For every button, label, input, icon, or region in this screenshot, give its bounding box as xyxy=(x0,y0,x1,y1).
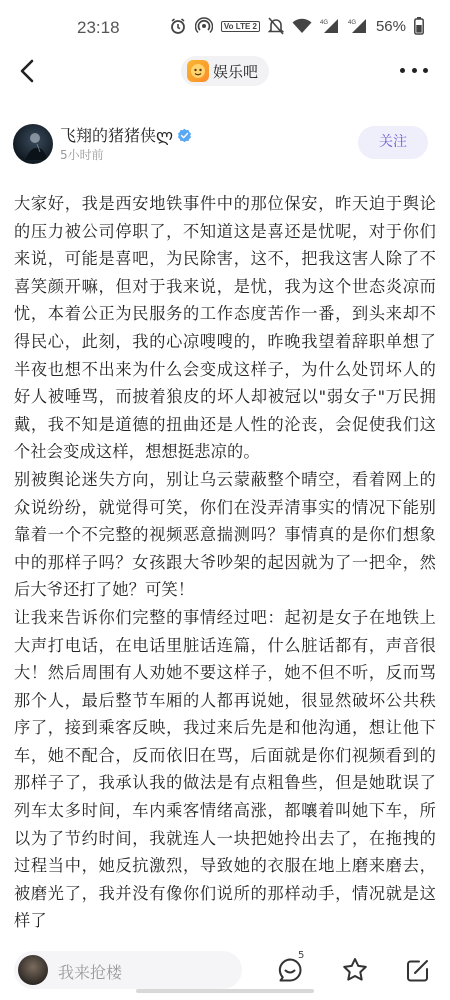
status-bar xyxy=(0,0,450,56)
my-avatar xyxy=(18,955,48,985)
forum-chip[interactable] xyxy=(181,56,269,86)
signal-label-2: 4G xyxy=(347,20,356,26)
status-icons xyxy=(169,17,424,35)
home-indicator xyxy=(136,989,314,993)
alarm-icon xyxy=(169,17,187,35)
signal-icon-2 xyxy=(348,18,368,34)
star-icon[interactable] xyxy=(341,956,369,984)
status-time: 23:18 xyxy=(77,18,120,37)
hotspot-icon xyxy=(195,17,213,35)
post-time: 5小时前 xyxy=(60,148,104,162)
post-content xyxy=(14,190,436,935)
post-paragraph-2: 别被舆论迷失方向，别让乌云蒙蔽整个晴空，看着网上的众说纷纷，就觉得可笑，你们在没弄清事实的情况下能别靠着一个不完整的视频恶意揣测吗？事情真的是你们想象中的那样子吗？女孩跟大爷吵架的起因就为了一把伞，然后大爷还打了她？可笑！ xyxy=(14,469,436,600)
reply-input[interactable] xyxy=(14,951,242,989)
reply-placeholder: 我来抢楼 xyxy=(58,963,123,982)
share-icon[interactable] xyxy=(404,956,432,984)
nav-bar xyxy=(0,50,450,92)
wifi-icon xyxy=(292,18,312,34)
post-paragraph-3: 让我来告诉你们完整的事情经过吧：起初是女子在地铁上大声打电话，在电话里脏话连篇，什么脏话都有，声音很大！然后周围有人劝她不要这样子，她不但不听，反而骂那个人，最后整节车厢的人都再说她，很显然破坏公共秩序了，接到乘客反映，我过来后先是和他沟通，想让他下车，她不配合，反而依旧在骂，后面就是你们视频看到的那样子了，我承认我的做法是有点粗鲁些，但是她耽误了列车太多时间，车内乘客情绪高涨，都嚷着叫她下车，所以为了节约时间，我就连人一块把她拎出去了，在拖拽的过程当中，她反抗激烈，导致她的衣服在地上磨来磨去，被磨光了，我并没有像你们说所的那样动手，情况就是这样了 xyxy=(14,607,436,931)
author-name[interactable] xyxy=(60,123,192,147)
author-name-text: 飞翔的猪猪侠ლ xyxy=(60,126,174,145)
author-row xyxy=(0,120,450,170)
follow-button[interactable]: 关注 xyxy=(358,126,428,159)
battery-percent: 56% xyxy=(375,17,406,35)
author-avatar[interactable] xyxy=(13,124,53,164)
comment-count: 5 xyxy=(298,950,305,961)
verified-badge-icon xyxy=(177,128,192,147)
post-paragraph-1: 大家好，我是西安地铁事件中的那位保安，昨天迫于舆论的压力被公司停职了，不知道这是喜还是忧呢，对于你们来说，可能是喜吧，为民除害，这不，把我这害人除了不喜笑颜开嘛，但对于我来说，是忧，我为这个世态炎凉而忧，本着公正为民服务的工作态度苦作一番，到头来却不得民心，此刻，我的心凉嗖嗖的，昨晚我望着辞职单想了半夜也想不出来为什么会变成这样子，为什么处罚坏人的好人被唾骂，而披着狼皮的坏人却被冠以"弱女子"万民拥戴，我不知是道德的扭曲还是人性的沦丧，会促使我们这个社会变成这样，想想挺悲凉的。 xyxy=(14,194,436,462)
forum-name: 娱乐吧 xyxy=(213,62,259,81)
forum-avatar-icon xyxy=(187,60,209,82)
signal-label-1: 4G xyxy=(319,20,328,26)
more-icon[interactable] xyxy=(400,60,428,80)
back-arrow-icon[interactable] xyxy=(16,58,40,84)
volte-icon: Vo LTE 2 xyxy=(221,21,260,32)
signal-icon-1 xyxy=(320,18,340,34)
mute-icon xyxy=(268,17,284,35)
battery-icon xyxy=(414,17,424,35)
